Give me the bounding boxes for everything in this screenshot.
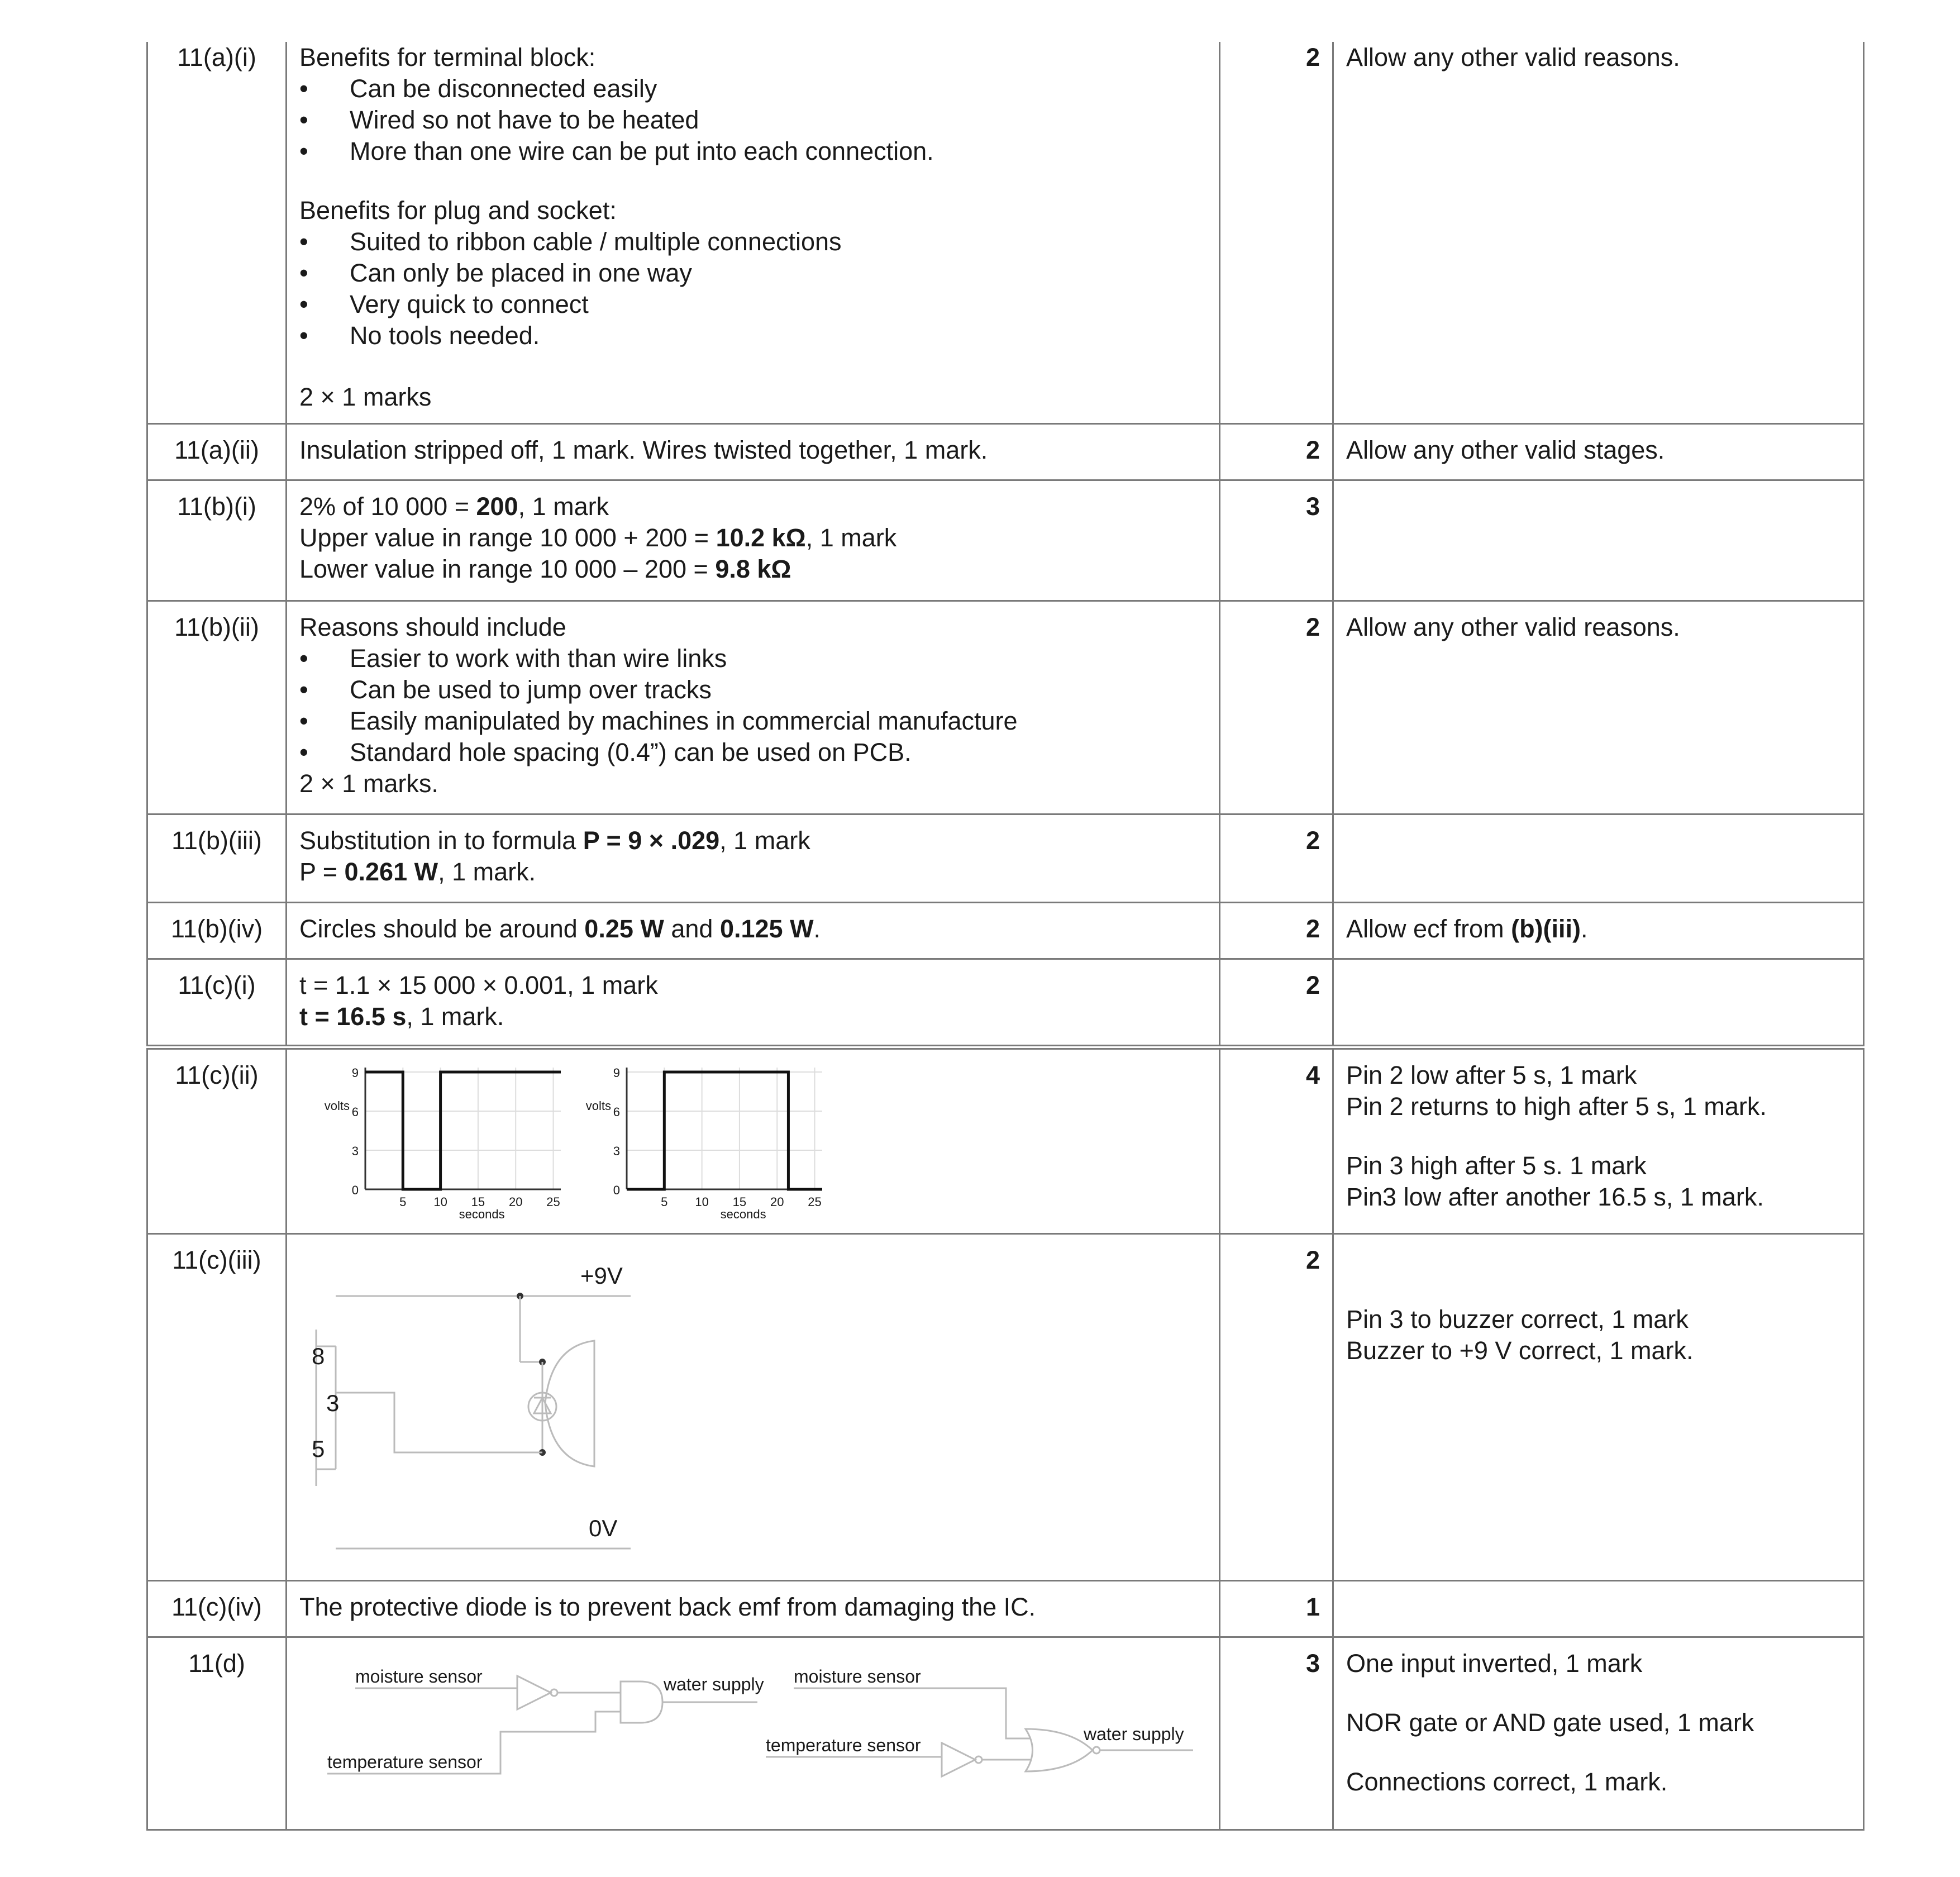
answer-text: , 1 mark: [719, 826, 810, 855]
marks-note: 2 × 1 marks: [299, 383, 432, 411]
answer-heading: Benefits for plug and socket:: [299, 196, 617, 225]
x-tick-label: 10: [695, 1194, 709, 1209]
answer-line: [299, 554, 1219, 585]
guidance-line: NOR gate or AND gate used, 1 mark: [1346, 1708, 1754, 1737]
guidance-ref: (b)(iii): [1511, 914, 1581, 943]
list-item: • Suited to ribbon cable / multiple connections: [299, 226, 1219, 258]
pin-3-label: 3: [326, 1389, 340, 1416]
marks-value: 2: [1305, 435, 1320, 464]
answer-line: [299, 1001, 1219, 1032]
not-gate-symbol: [942, 1743, 975, 1776]
moisture-sensor-label: moisture sensor: [355, 1666, 483, 1687]
answer-value: 10.2 kΩ: [716, 523, 806, 552]
table-row: [147, 1580, 1864, 1637]
question-number: 11(c)(ii): [175, 1060, 259, 1089]
guidance-line: Pin3 low after another 16.5 s, 1 mark.: [1346, 1182, 1764, 1211]
y-axis-label: volts: [585, 1098, 611, 1113]
temperature-sensor-label: temperature sensor: [766, 1735, 921, 1755]
y-tick-label: 6: [351, 1104, 359, 1119]
guidance-line: Pin 3 to buzzer correct, 1 mark: [1346, 1304, 1689, 1333]
temperature-sensor-label: temperature sensor: [327, 1751, 483, 1772]
guidance-text: [1346, 903, 1863, 951]
guidance-line: Pin 2 returns to high after 5 s, 1 mark.: [1346, 1092, 1767, 1121]
answer-text: .: [813, 914, 821, 943]
buzzer-circuit-diagram: [299, 1240, 690, 1564]
y-tick-label: 3: [613, 1144, 620, 1158]
water-supply-label: water supply: [664, 1674, 764, 1694]
answer-line: [299, 825, 1219, 856]
question-number: 11(c)(i): [178, 970, 256, 999]
buzzer-symbol: [545, 1341, 594, 1466]
and-gate-symbol: [621, 1681, 662, 1723]
question-number: 11(c)(iv): [171, 1592, 262, 1621]
ground-label: 0V: [589, 1514, 618, 1541]
marks-value: 2: [1305, 970, 1320, 999]
guidance-line: Connections correct, 1 mark.: [1346, 1767, 1668, 1796]
list-item: • Can only be placed in one way: [299, 258, 1219, 289]
guidance-line: Buzzer to +9 V correct, 1 mark.: [1346, 1336, 1694, 1365]
x-tick-label: 15: [471, 1194, 485, 1209]
list-item: • Wired so not have to be heated: [299, 104, 1219, 136]
guidance-text-part: Allow ecf from: [1346, 914, 1511, 943]
table-row: [147, 601, 1864, 814]
pin2-graph: [325, 1066, 561, 1221]
answer-text: The protective diode is to prevent back emf from damaging the IC.: [299, 1592, 1036, 1621]
table-row: [147, 1233, 1864, 1580]
x-tick-label: 25: [808, 1194, 822, 1209]
table-row: [147, 42, 1864, 423]
wire: [794, 1688, 1031, 1738]
answer-heading: Benefits for terminal block:: [299, 43, 596, 72]
waveform-line: [627, 1072, 822, 1189]
waveform-line: [365, 1072, 561, 1189]
marks-value: 4: [1305, 1060, 1320, 1089]
x-tick-label: 20: [508, 1194, 523, 1209]
y-tick-label: 0: [351, 1183, 359, 1197]
x-axis-label: seconds: [720, 1207, 766, 1221]
x-tick-label: 10: [433, 1194, 447, 1209]
table-row: [147, 814, 1864, 902]
y-tick-label: 6: [613, 1104, 620, 1119]
answer-list: [299, 643, 1219, 768]
list-item: • Can be used to jump over tracks: [299, 674, 1219, 706]
list-item: • Easier to work with than wire links: [299, 643, 1219, 674]
answer-text: , 1 mark: [518, 492, 609, 521]
y-tick-label: 0: [613, 1183, 620, 1197]
water-supply-label: water supply: [1084, 1723, 1184, 1744]
answer-text: Insulation stripped off, 1 mark. Wires twisted together, 1 mark.: [299, 435, 988, 464]
not-gate-symbol: [517, 1676, 551, 1709]
answer-value: P = 9 × .029: [583, 826, 720, 855]
guidance-text: Allow any other valid reasons.: [1346, 612, 1680, 641]
answer-line: [299, 491, 1219, 522]
list-item: • Easily manipulated by machines in commercial manufacture: [299, 706, 1219, 737]
guidance-text: [1346, 960, 1863, 976]
marks-value: 2: [1305, 43, 1320, 72]
question-number: 11(b)(iv): [170, 914, 263, 943]
guidance-text: Allow any other valid reasons.: [1346, 43, 1680, 72]
table-row: [147, 1047, 1864, 1233]
answer-text: Lower value in range 10 000 – 200 =: [299, 554, 716, 583]
y-tick-label: 9: [613, 1065, 620, 1080]
list-item: • Standard hole spacing (0.4”) can be used on PCB.: [299, 737, 1219, 768]
pin3-wire: [336, 1393, 542, 1452]
question-number: 11(b)(i): [177, 492, 256, 521]
answer-heading: Reasons should include: [299, 612, 566, 641]
supply-label: +9V: [580, 1262, 623, 1289]
answer-line: [299, 903, 1219, 951]
table-row: [147, 480, 1864, 601]
question-number: 11(b)(ii): [174, 612, 259, 641]
answer-value: 9.8 kΩ: [715, 554, 791, 583]
x-tick-label: 15: [732, 1194, 747, 1209]
guidance-text: [1346, 1581, 1863, 1598]
question-number: 11(a)(i): [177, 43, 256, 72]
answer-text: , 1 mark.: [438, 857, 536, 886]
table-row: [147, 902, 1864, 959]
moisture-sensor-label: moisture sensor: [794, 1666, 921, 1687]
answer-line: [299, 856, 1219, 888]
question-number: 11(b)(iii): [171, 826, 262, 855]
x-tick-label: 5: [399, 1194, 407, 1209]
marks-value: 2: [1305, 914, 1320, 943]
answer-line: t = 1.1 × 15 000 × 0.001, 1 mark: [299, 970, 658, 999]
answer-list: [299, 226, 1219, 351]
list-item: • More than one wire can be put into each connection.: [299, 136, 1219, 167]
pin-5-label: 5: [312, 1435, 325, 1462]
answer-text: 2% of 10 000 =: [299, 492, 476, 521]
answer-text: Upper value in range 10 000 + 200 =: [299, 523, 716, 552]
guidance-text: [1346, 815, 1863, 832]
answer-value: 0.25 W: [584, 914, 664, 943]
marks-note: 2 × 1 marks.: [299, 769, 438, 798]
y-tick-label: 9: [351, 1065, 359, 1080]
marks-value: 3: [1305, 492, 1320, 521]
marks-value: 3: [1305, 1649, 1320, 1678]
answer-list: [299, 73, 1219, 167]
answer-text: Circles should be around: [299, 914, 585, 943]
pin3-graph: [586, 1066, 822, 1221]
guidance-text: Allow any other valid stages.: [1346, 435, 1665, 464]
question-number: 11(a)(ii): [174, 435, 259, 464]
y-tick-label: 3: [351, 1144, 359, 1158]
list-item: • Very quick to connect: [299, 289, 1219, 320]
nor-gate-bubble: [1093, 1747, 1100, 1754]
list-item: • No tools needed.: [299, 320, 1219, 351]
logic-gate-diagrams: [299, 1648, 1204, 1793]
question-number: 11(c)(iii): [172, 1245, 261, 1274]
guidance-line: One input inverted, 1 mark: [1346, 1649, 1643, 1678]
answer-value: 0.261 W: [344, 857, 438, 886]
list-item: • Can be disconnected easily: [299, 73, 1219, 104]
answer-value: 0.125 W: [719, 914, 814, 943]
mark-scheme-table: [146, 42, 1864, 1831]
nor-gate-symbol: [1026, 1729, 1093, 1771]
guidance-text: [1346, 481, 1863, 498]
table-row: [147, 1637, 1864, 1830]
answer-value: t = 16.5 s: [299, 1002, 407, 1031]
marks-value: 2: [1305, 826, 1320, 855]
question-number: 11(d): [188, 1649, 245, 1678]
answer-text: , 1 mark: [805, 523, 897, 552]
answer-text: and: [664, 914, 720, 943]
answer-value: 200: [476, 492, 518, 521]
x-tick-label: 20: [770, 1194, 784, 1209]
guidance-text-part: .: [1581, 914, 1588, 943]
table-row: [147, 959, 1864, 1047]
marks-value: 2: [1305, 1245, 1320, 1274]
table-row: [147, 423, 1864, 480]
timing-graphs: [299, 1055, 836, 1223]
answer-line: [299, 522, 1219, 554]
y-axis-label: volts: [324, 1098, 350, 1113]
pin-8-label: 8: [312, 1342, 325, 1369]
answer-text: , 1 mark.: [406, 1002, 504, 1031]
answer-text: Substitution in to formula: [299, 826, 583, 855]
x-tick-label: 5: [661, 1194, 668, 1209]
marks-value: 1: [1305, 1592, 1320, 1621]
marks-value: 2: [1305, 612, 1320, 641]
x-axis-label: seconds: [459, 1207, 505, 1221]
guidance-line: Pin 2 low after 5 s, 1 mark: [1346, 1060, 1637, 1089]
guidance-line: Pin 3 high after 5 s. 1 mark: [1346, 1151, 1647, 1180]
x-tick-label: 25: [546, 1194, 560, 1209]
answer-text: P =: [299, 857, 345, 886]
